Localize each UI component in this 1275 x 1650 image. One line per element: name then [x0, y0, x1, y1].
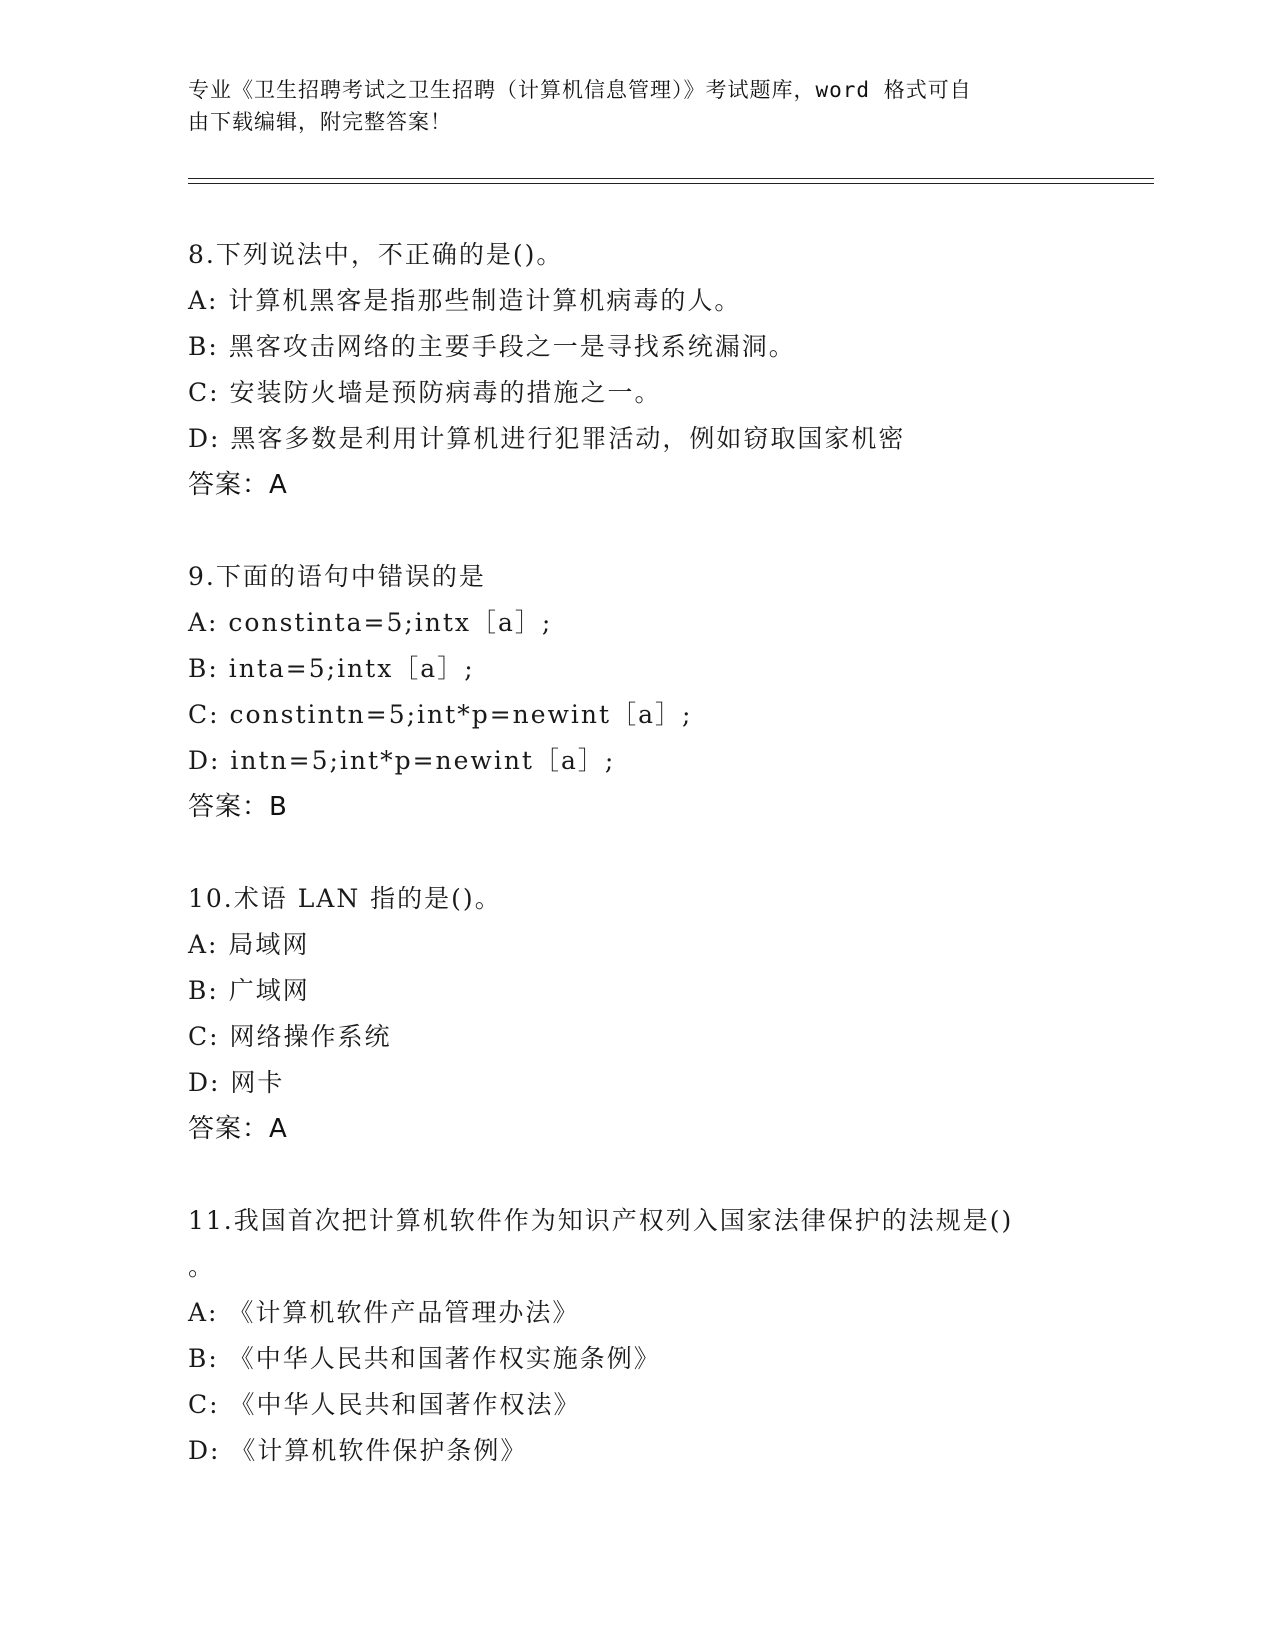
option-a: A: constinta=5;intx［a］; [188, 608, 553, 637]
option-b: B: inta=5;intx［a］; [188, 654, 475, 683]
answer: 答案：A [188, 470, 288, 500]
option-d: D: intn=5;int*p=newint［a］; [188, 746, 616, 775]
option-b: B: 《中华人民共和国著作权实施条例》 [188, 1344, 661, 1373]
question-stem: 8.下列说法中，不正确的是()。 [188, 240, 564, 269]
answer: 答案：A [188, 1114, 288, 1144]
option-d: D: 黑客多数是利用计算机进行犯罪活动，例如窃取国家机密 [188, 424, 906, 453]
option-d: D: 《计算机软件保护条例》 [188, 1436, 528, 1465]
question-list [188, 232, 1088, 1474]
header-line-2: 由下载编辑，附完整答案！ [188, 110, 452, 134]
option-c: C: 网络操作系统 [188, 1022, 392, 1051]
option-b: B: 黑客攻击网络的主要手段之一是寻找系统漏洞。 [188, 332, 796, 361]
option-b: B: 广域网 [188, 976, 310, 1005]
question-stem: 10.术语 LAN 指的是()。 [188, 884, 502, 913]
question-10 [188, 876, 1088, 1152]
option-a: A: 《计算机软件产品管理办法》 [188, 1298, 580, 1327]
option-c: C: constintn=5;int*p=newint［a］; [188, 700, 693, 729]
header-divider-bottom [188, 183, 1154, 184]
question-stem: 11.我国首次把计算机软件作为知识产权列入国家法律保护的法规是() [188, 1206, 1014, 1235]
option-d: D: 网卡 [188, 1068, 285, 1097]
header-line-1: 专业《卫生招聘考试之卫生招聘（计算机信息管理）》考试题库，word 格式可自 [188, 78, 972, 102]
option-c: C: 安装防火墙是预防病毒的措施之一。 [188, 378, 662, 407]
header-divider-top [188, 178, 1154, 179]
option-a: A: 计算机黑客是指那些制造计算机病毒的人。 [188, 286, 742, 315]
document-header [188, 74, 1088, 138]
option-c: C: 《中华人民共和国著作权法》 [188, 1390, 581, 1419]
question-stem-continuation: 。 [188, 1252, 216, 1281]
question-stem: 9.下面的语句中错误的是 [188, 562, 486, 591]
question-9 [188, 554, 1088, 830]
question-8 [188, 232, 1088, 508]
answer: 答案：B [188, 792, 288, 822]
option-a: A: 局域网 [188, 930, 310, 959]
question-11 [188, 1198, 1088, 1474]
